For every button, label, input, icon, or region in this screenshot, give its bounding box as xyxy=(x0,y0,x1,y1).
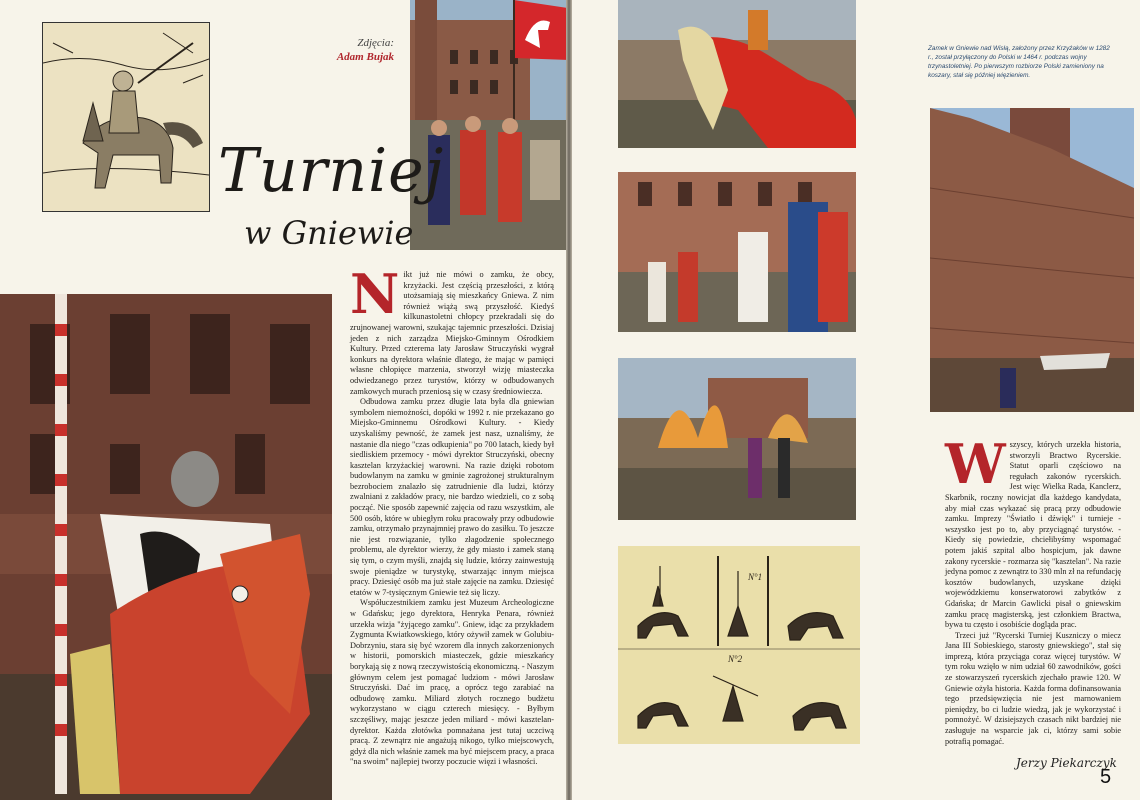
engraving-label-2: N°2 xyxy=(728,654,743,664)
left-page xyxy=(0,0,566,800)
paragraph-1: ikt już nie mówi o zamku, że obcy, krzyżacki. Jest częścią przeszłości, z którą utożsamiają się mieszkańcy Gniewa. Z nim również wiążą swą przyszłość. Kiedyś kilkunastoletni chłopcy przekradali się do zrujnowanej warowni, szukając tajemnic przeszłości. Dzisiaj jeden z nich zarządza Miejsko-Gminnym Ośrodkiem Kultury. Przed czterema laty Jarosław Struczyński wygrał konkurs na dyrektora właśnie dlatego, że mając w pamięci własne chłopięce marzenia, stworzył wizję miasteczka odwiedzanego przez turystów, którzy w odbudowanych zamkowych murach przeniosą się w czasy średniowiecza. xyxy=(350,270,554,396)
crossbow-shooters-photo xyxy=(618,172,856,332)
castle-wall-photo xyxy=(930,108,1134,412)
castle-flag-photo xyxy=(410,0,566,250)
page-number: 5 xyxy=(1100,766,1112,788)
paragraph-5: Trzeci już "Rycerski Turniej Kuszniczy o miecz Jana III Sobieskiego, starosty gniewskiego", stał się imprezą, która przyciąga coraz więcej turystów. W tym roku wzięło w nim udział 60 zawodników, gości ze stowarzyszeń rycerskich zjechało prawie 120. W Gniewie ożyła historia. Każda forma dofinansowania tego przedsięwzięcia nie jest marnowaniem pieniędzy, bo ci ludzie wiedzą, jak je wykorzystać i pomnożyć. W dzisiejszych czasach nikt bardziej nie zasługuje na wsparcie jak ci, którzy sami sobie potrafią pomagać. xyxy=(945,630,1121,746)
crossbow-engraving xyxy=(618,546,860,744)
article-title: Turniej xyxy=(218,136,445,206)
credit-label: Zdjęcia: xyxy=(357,37,394,49)
paragraph-4: szyscy, których urzekła historia, stworzyli Bractwo Rycerskie. Statut oparli częściowo na regułach zakonów rycerskich. Jest więc Wielka Rada, Kanclerz, Skarbnik, roczny nowicjat dla każdego kandydata, aby miał czas wykazać się pracą przy odbudowie zamku. Imprezy "Światło i dźwięk" i turnieje - wszystko jest po to, aby przyciągnąć turystów. - Kiedy się powiedzie, chciełibyśmy wspomagać potem jakiś szpital albo hospicjum, jak dawne zakony rycerskie - rozmarza się "kasztelan". Na razie jedyna pomoc z zewnątrz to 330 mln zł na refundację kosztów budowlanych, uzyskane dzięki wojewódzkiemu konserwatorowi zabytków z Gdańska; dr Marcin Gawlicki pisał o gniewskim zamku pracę magisterską, jest członkiem Bractwa, bywa tu często i osobiście dogląda prac. xyxy=(945,440,1121,630)
article-body-left xyxy=(350,262,554,768)
credit-name: Adam Bujak xyxy=(336,51,394,63)
photo-credit xyxy=(300,36,394,64)
article-body-right xyxy=(945,432,1121,747)
fire-scene-photo xyxy=(618,358,856,520)
joust-horse-photo xyxy=(618,0,856,148)
woodcut-knight-illustration xyxy=(42,22,210,212)
dropcap-w: W xyxy=(945,432,1006,496)
article-subtitle: w Gniewie xyxy=(244,214,414,252)
paragraph-2: Odbudowa zamku przez długie lata była dla gniewian symbolem niemożności, dopóki w 1992 r. nie przekazano go Miejsko-Gminnemu Ośrodkowi Kultury. - Kiedy uzyskaliśmy pewność, że zamek jest nasz, uznaliśmy, że nastanie dla niego "czas odkupienia" po 700 latach, kiedy był siedliskiem przemocy - mówi dyrektor Struczyński, obecny kasztelan krzyżackiej warowni. Na razie dzięki robotom budowlanym na zamku w gminie zagrożonej strukturalnym bezrobociem znalazło się zatrudnienie dla ludzi, którzy zwalniani z zakładów pracy, nie bardzo wiedzieli, co z sobą począć. Nie sposób zapewnić zajęcia od razu wszystkim, ale 500 osób, które w ubiegłym roku pracowały przy odbudowie zamku, otrzymało przynajmniej prawo do zasiłku. To jeszcze nie jest rozwiązanie, tylko złagodzenie społecznego problemu, ale dyrektor wierzy, że gdy miasto i zamek staną się tym, o czym myśli, znajdą się ludzie, którzy zainwestują swoje pieniądze w turystykę, stwarzając innym miejsca pracy. Dziesięć osób ma już stałe zajęcie na zamku. Dziesięć etatów w 7-tysięcznym Gniewie też się liczy. xyxy=(350,397,554,597)
author-signature: Jerzy Piekarczyk xyxy=(1016,756,1117,770)
paragraph-3: Współuczestnikiem zamku jest Muzeum Archeologiczne w Gdańsku; jego dyrektora, Henryka Penara, również urzekła wizja "żyjącego zamku". Gniew, idąc za przykładem Zygmunta Kwiatkowskiego, który ożywił zamek w Golubiu-Dobrzyniu, stara się być wzorem dla innych zakorzenionych w historii, pomorskich miasteczek, gdzie mieszkańcy borykają się z nową rzeczywistością ekonomiczną. - Naszym głównym celem jest pomagać ludziom - mówi Jarosław Struczyński. Dać im pracę, a oprócz tego zarabiać na odbudowę zamku. Miliard złotych rocznego budżetu wykorzystano w ciągu czterech miesięcy. - Byłbym szczęśliwy, mając jeszcze jeden miliard - mówi kasztelan-dyrektor. Każda złotówka pomnażana jest tutaj uczciwą pracą. Z zewnątrz nie angażują nikogo, tylko miejscowych, gdyż dla nich właśnie zamek ma być miejscem pracy, a praca "na swoim" najlepiej tworzy poczucie więzi i własności. xyxy=(350,598,554,767)
knight-on-horse-photo xyxy=(0,294,332,800)
engraving-label-1: N°1 xyxy=(748,572,763,582)
dropcap-n: N xyxy=(350,262,400,326)
right-page xyxy=(572,0,1140,800)
photo-caption: Zamek w Gniewie nad Wisłą, założony przez Krzyżaków w 1282 r., został przyłączony do Polski w 1464 r. podczas wojny trzynastoletniej. Po pierwszym rozbiorze Polski zamieniony na koszary, stał się później więzieniem. xyxy=(928,45,1110,79)
